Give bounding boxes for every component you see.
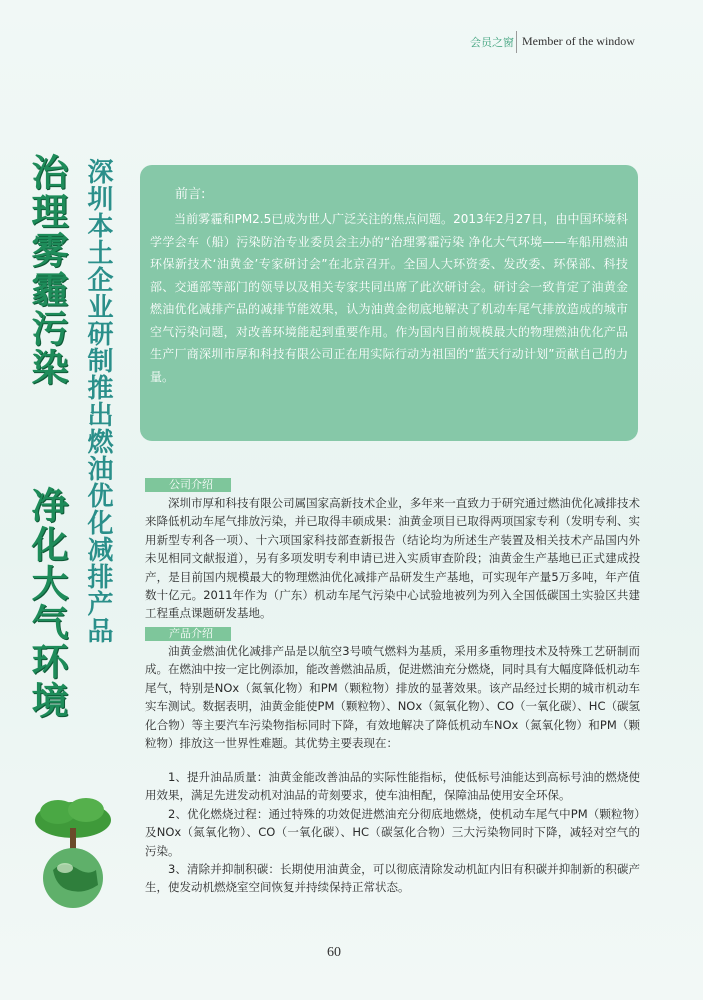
advantage-item: 3、清除并抑制积碳：长期使用油黄金，可以彻底清除发动机缸内旧有积碳并抑制新的积碳产生，使发动机燃烧室空间恢复并持续保持正常状态。: [145, 862, 640, 895]
page-number: 60: [327, 945, 341, 960]
advantage-item: 2、优化燃烧过程：通过特殊的功效促进燃油充分彻底地燃烧，使机动车尾气中PM（颗粒物）及NOx（氮氧化物）、CO（一氧化碳）、HC（碳氢化合物）三大污染物同时下降，减轻对空气的污染。: [145, 807, 640, 858]
product-intro-text: 油黄金燃油优化减排产品是以航空3号喷气燃料为基质，采用多重物理技术及特殊工艺研制而成。在燃油中按一定比例添加，能改善燃油品质，促进燃油充分燃烧，同时具有大幅度降低机动车尾气，特别是NOx（氮氧化物）和PM（颗粒物）排放的显著效果。该产品经过长期的城市机动车实车测试。数据表明，油黄金能使PM（颗粒物）、NOx（氮氧化物）、CO（一氧化碳）、HC（碳氢化合物）等主要汽车污染物指标同时下降，有效地解决了降低机动车NOx（氮氧化物）和PM（颗粒物）排放这一世界性难题。其优势主要表现在：: [145, 644, 640, 751]
header-divider: [516, 31, 517, 53]
company-intro-label: 公司介绍: [145, 478, 231, 492]
subtitle: 深圳本土企业研制推出燃油优化减排产品: [83, 158, 113, 644]
company-intro-text: 深圳市厚和科技有限公司属国家高新技术企业，多年来一直致力于研究通过燃油优化减排技术来降低机动车尾气排放污染，并已取得丰硕成果：油黄金项目已取得两项国家专利（发明专利、实用新型专利各一项）、十六项国家科技部查新报告（结论均为所述生产装置及相关技术产品国内外未见相同文献报道），另有多项发明专利申请已进入实质审查阶段；油黄金生产基地已正式建成投产，是目前国内规模最大的物理燃油优化减排产品研发生产基地，可实现年产量5万多吨，年产值数十亿元。2011年作为（广东）机动车尾气污染中心试验地被列为列入全国低碳国土实验区共建工程重点课题研发基地。: [145, 496, 640, 621]
preface-heading: 前言:: [175, 187, 206, 202]
tree-globe-illustration: [28, 790, 118, 910]
section-label-en: Member of the window: [522, 34, 635, 48]
main-title-part2: 净化大气环境: [25, 486, 68, 720]
main-title-part1: 治理雾霾污染: [25, 153, 68, 387]
advantage-item: 1、提升油品质量：油黄金能改善油品的实际性能指标，使低标号油能达到高标号油的燃烧使用效果，满足先进发动机对油品的苛刻要求，使车油相配，保障油品使用安全环保。: [145, 770, 640, 803]
product-intro-label: 产品介绍: [145, 627, 231, 641]
section-label-cn: 会员之窗: [470, 36, 514, 49]
preface-text: 当前雾霾和PM2.5已成为世人广泛关注的焦点问题。2013年2月27日，由中国环境科学学会车（船）污染防治专业委员会主办的“治理雾霾污染 净化大气环境——车船用燃油环保新技术‘油黄金’专家研讨会”在北京召开。全国人大环资委、发改委、环保部、科技部、交通部等部门的领导以及相关专家共同出席了此次研讨会。研讨会一致肯定了油黄金燃油优化减排产品的减排节能效果，认为油黄金彻底地解决了机动车尾气排放造成的城市空气污染问题，对改善环境能起到重要作用。作为国内目前规模最大的物理燃油优化产品生产厂商深圳市厚和科技有限公司正在用实际行动为祖国的“蓝天行动计划”贡献自己的力量。: [150, 212, 628, 384]
